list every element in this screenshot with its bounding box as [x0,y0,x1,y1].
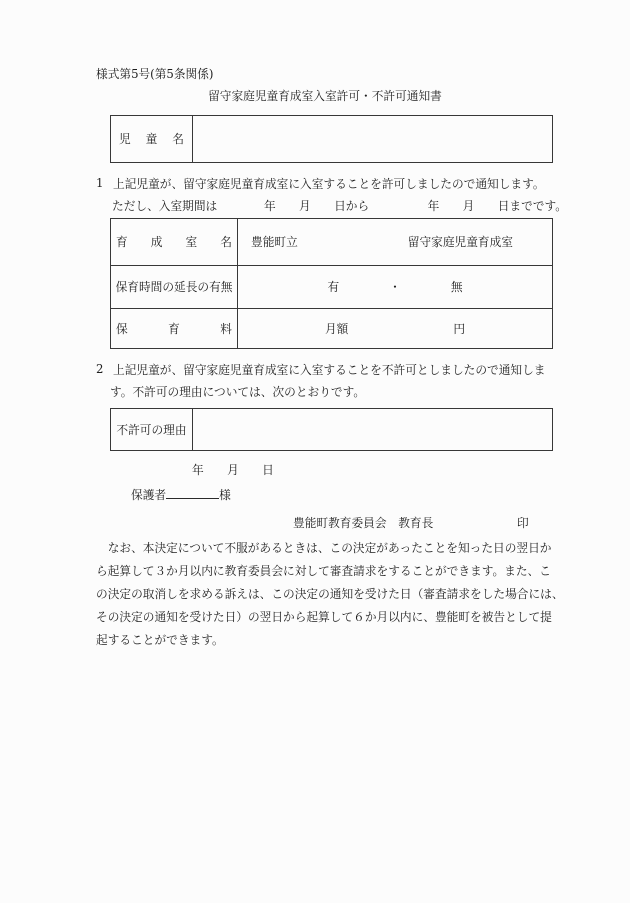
appeal-note-line: の決定の取消しを求める訴えは、この決定の通知を受けた日（審査請求をした場合には、 [96,587,564,601]
section2-text-line1: 上記児童が、留守家庭児童育成室に入室することを不許可としましたので通知しま [113,363,546,377]
section1-period-line: ただし、入室期間は 年 月 日から 年 月 日までです。 [112,199,567,213]
section2-text-line2: す。不許可の理由については、次のとおりです。 [110,385,366,399]
issuer-line: 豊能町教育委員会 教育長 [293,516,434,530]
label-char: 育 [116,235,128,249]
label-char: 成 [150,235,163,249]
child-name-table [110,115,553,163]
section1-number: 1 [96,176,104,190]
appeal-note-line: ら起算して３か月以内に教育委員会に対して審査請求をすることができます。また、こ [96,564,551,578]
table-row-room-name [111,219,552,265]
denial-reason-value [193,409,552,450]
label-char: 児 [119,132,131,146]
room-name-town: 豊能町立 [251,235,298,249]
fee-value [238,309,552,348]
extension-option-no: 無 [450,280,463,294]
denial-reason-label: 不許可の理由 [111,409,193,450]
table-row [111,116,552,162]
child-name-label [111,116,193,162]
date-line: 年 月 日 [192,463,274,477]
denial-reason-table [110,408,553,451]
extension-option-separator: ・ [389,280,401,294]
section2-number: 2 [96,362,104,376]
section1-text-line1: 上記児童が、留守家庭児童育成室に入室することを許可しましたので通知します。 [113,177,545,191]
approval-details-table [110,218,553,349]
label-char: 名 [220,235,232,249]
label-char: 育 [168,321,180,336]
label-char: 室 [185,235,198,249]
extension-option-yes: 有 [327,280,340,294]
table-row-fee [111,308,552,348]
extension-label: 保育時間の延長の有無 [111,266,238,308]
room-name-label [111,219,238,265]
appeal-note-line: なお、本決定について不服があるときは、この決定があったことを知った日の翌日か [96,541,552,555]
fee-label [111,309,238,348]
extension-value [238,266,552,308]
label-char: 童 [145,132,158,146]
appeal-note-paragraph [96,537,564,652]
guardian-name-blank [166,487,219,499]
form-number: 様式第5号(第5条関係) [96,67,214,81]
room-name-suffix: 留守家庭児童育成室 [407,235,513,249]
child-name-value [193,116,552,162]
label-char: 名 [172,132,184,146]
appeal-note-line: その決定の通知を受けた日）の翌日から起算して６か月以内に、豊能町を被告として提 [96,610,552,624]
guardian-honorific: 様 [219,488,231,502]
fee-yen-suffix: 円 [453,321,466,336]
appeal-note-line: 起することができます。 [96,633,224,647]
fee-monthly-prefix: 月額 [324,321,349,336]
guardian-label: 保護者 [131,488,167,502]
page-title: 留守家庭児童育成室入室許可・不許可通知書 [208,89,442,103]
label-char: 保 [116,321,128,336]
label-char: 料 [220,321,232,336]
seal-mark: 印 [517,516,529,530]
table-row [111,409,552,450]
guardian-line [131,487,231,503]
room-name-value [238,219,552,265]
table-row-extension [111,265,552,308]
